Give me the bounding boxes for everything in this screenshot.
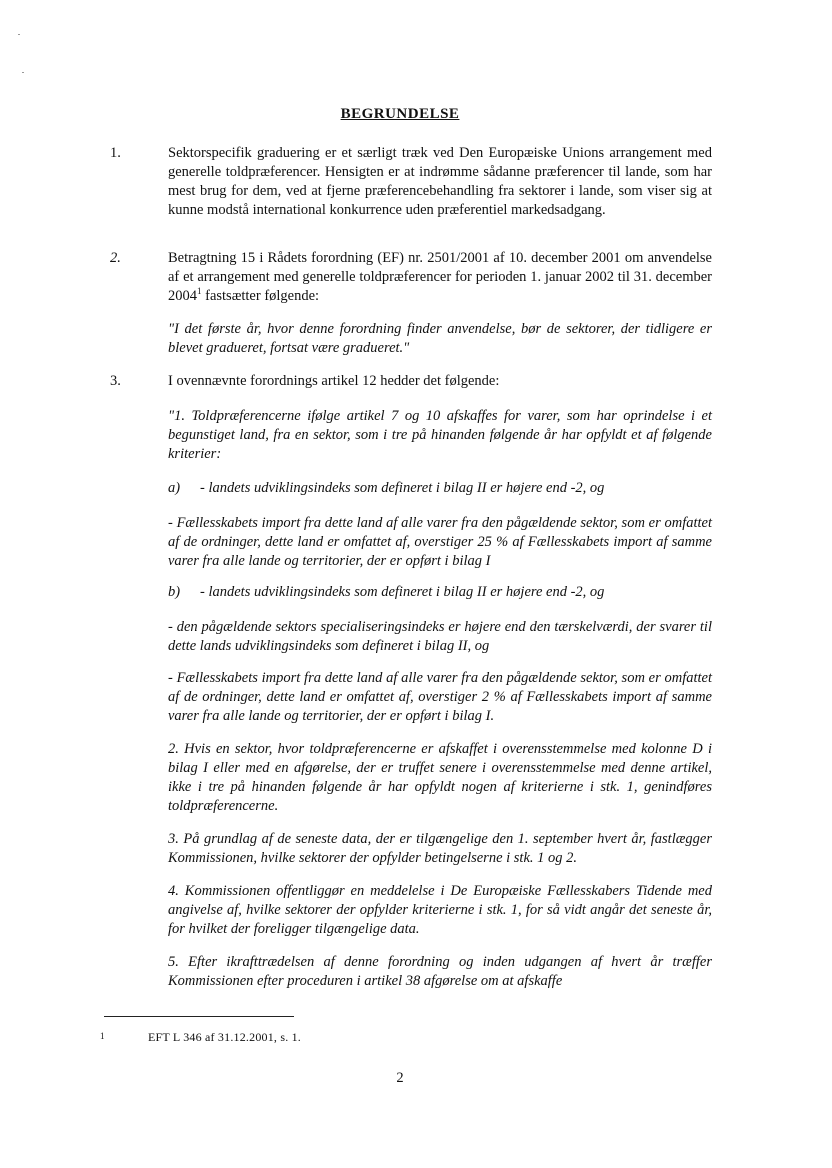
article-12-paragraph-2: 2. Hvis en sektor, hvor toldpræferencerne er afskaffet i overensstemmelse med kolonne D i bilag I eller med en afgørelse, der er truffet senere i overensstemmelse med denne artikel, ikke i tre på hinanden følgende år har opfyldt nogen af kriterierne i stk. 1, genindføres toldpræferencerne. (168, 741, 712, 814)
section-number-1: 1. (110, 145, 121, 161)
section-2-text-main: Betragtning 15 i Rådets forordning (EF) nr. 2501/2001 af 10. december 2001 om anvendelse af et arrangement med generelle toldpræferencer for perioden 1. januar 2002 til 31. december 2004 (168, 250, 712, 304)
section-2-text-tail: fastsætter følgende: (201, 288, 320, 304)
criterion-a-sub: - Fællesskabets import fra dette land af alle varer fra den pågældende sektor, som er omfattet af de ordninger, dette land er omfattet af, overstiger 25 % af Fællesskabets import af samme varer fra alle lande og territorier, der er opført i bilag I (168, 515, 712, 569)
document-title: BEGRUNDELSE (340, 106, 460, 122)
criterion-b-label: b) (168, 584, 181, 600)
criterion-a-text: - landets udviklingsindeks som defineret i bilag II er højere end -2, og (200, 480, 605, 496)
section-3-intro: I ovennævnte forordnings artikel 12 hedder det følgende: (168, 373, 500, 389)
footnote-reference: 1 (197, 286, 202, 297)
criterion-a-label: a) (168, 480, 181, 496)
section-2-text (168, 249, 712, 306)
section-2-quote: "I det første år, hvor denne forordning finder anvendelse, bør de sektorer, der tidligere er blevet gradueret, fortsat være gradueret." (168, 321, 712, 356)
footnote-separator (104, 1016, 294, 1017)
criterion-b-sub-2: - Fællesskabets import fra dette land af alle varer fra den pågældende sektor, som er omfattet af de ordninger, dette land er omfattet af, overstiger 2 % af Fællesskabets import af samme varer fra alle lande og territorier, der er opført i bilag I. (168, 670, 712, 724)
section-number-2: 2. (110, 250, 121, 266)
scan-speck (18, 34, 20, 35)
scan-speck (22, 72, 24, 73)
criterion-b-text: - landets udviklingsindeks som defineret i bilag II er højere end -2, og (200, 584, 605, 600)
footnote-mark: 1 (100, 1031, 105, 1041)
article-12-paragraph-5: 5. Efter ikrafttrædelsen af denne forordning og inden udgangen af hvert år træffer Kommissionen efter proceduren i artikel 38 afgørelse om at afskaffe (168, 954, 712, 989)
article-12-paragraph-1: "1. Toldpræferencerne ifølge artikel 7 og 10 afskaffes for varer, som har oprindelse i et begunstiget land, fra en sektor, som i tre på hinanden følgende år har opfyldt et af følgende kriterier: (168, 408, 712, 462)
article-12-paragraph-3: 3. På grundlag af de seneste data, der er tilgængelige den 1. september hvert år, fastlægger Kommissionen, hvilke sektorer der opfylder betingelserne i stk. 1 og 2. (168, 831, 712, 866)
criterion-b-sub-1: - den pågældende sektors specialiseringsindeks er højere end den tærskelværdi, der svarer til dette lands udviklingsindeks som defineret i bilag II, og (168, 619, 712, 654)
article-12-paragraph-4: 4. Kommissionen offentliggør en meddelelse i De Europæiske Fællesskabers Tidende med angivelse af, hvilke sektorer der opfylder kriterierne i stk. 1, for så vidt angår det seneste år, for hvilket der foreligger tilgængelige data. (168, 883, 712, 937)
section-number-3: 3. (110, 373, 121, 389)
footnote-text: EFT L 346 af 31.12.2001, s. 1. (148, 1030, 301, 1044)
page-number: 2 (396, 1070, 404, 1086)
section-1-text: Sektorspecifik graduering er et særligt træk ved Den Europæiske Unions arrangement med generelle toldpræferencer. Hensigten er at indrømme sådanne præferencer til lande, som har mest brug for dem, ved at fjerne præferencebehandling fra sektorer i lande, som viser sig at kunne modstå international konkurrence uden præferentiel markedsadgang. (168, 145, 712, 218)
